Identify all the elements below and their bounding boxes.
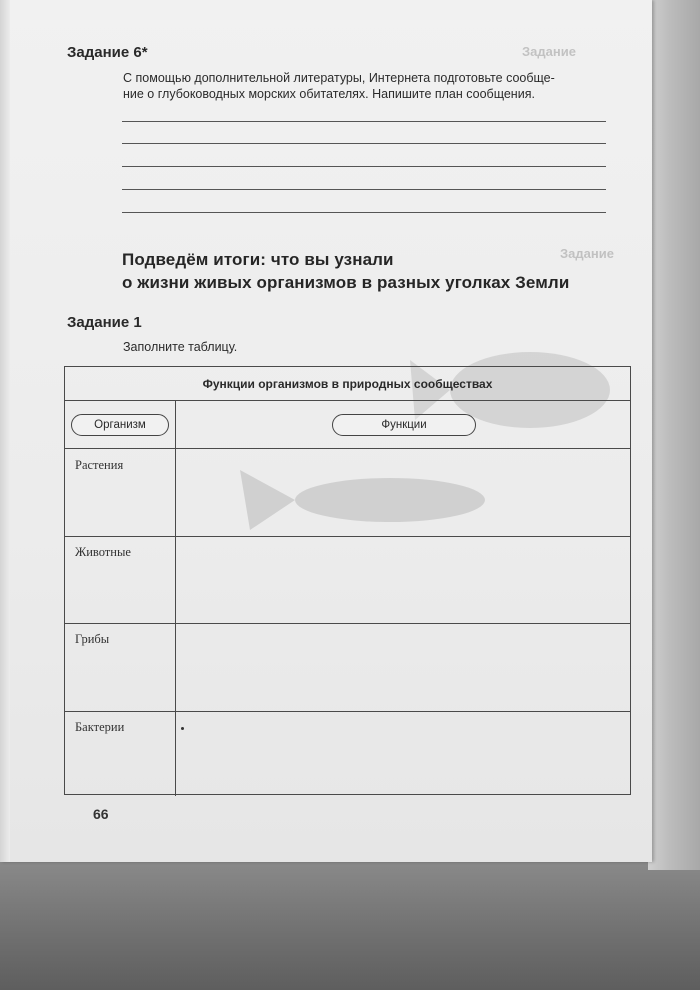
page-binding-strip [0, 0, 10, 862]
page-number: 66 [93, 806, 109, 822]
functions-table [64, 366, 631, 795]
row-divider [65, 448, 630, 449]
scanner-background [0, 860, 700, 990]
functions-header-pill: Функции [332, 414, 476, 436]
bleed-through-text: Задание [522, 44, 576, 59]
row-divider [65, 711, 630, 712]
answer-line-2[interactable] [122, 143, 606, 144]
row-divider [65, 623, 630, 624]
answer-line-1[interactable] [122, 121, 606, 122]
column-divider [175, 401, 176, 796]
ink-mark [181, 727, 184, 730]
task-1-instruction: Заполните таблицу. [123, 340, 238, 354]
row-divider [65, 536, 630, 537]
task-6-text-line-2: ние о глубоководных морских обитателях. Напишите план сообщения. [123, 87, 535, 101]
row-label-fungi: Грибы [75, 632, 110, 646]
answer-line-3[interactable] [122, 166, 606, 167]
task-6-title: Задание 6* [67, 44, 148, 61]
summary-heading-line-2: о жизни живых организмов в разных уголках Земли [122, 273, 570, 292]
answer-line-4[interactable] [122, 189, 606, 190]
task-1-title: Задание 1 [67, 314, 142, 331]
task-6-text-line-1: С помощью дополнительной литературы, Интернета подготовьте сообще- [123, 71, 555, 85]
answer-line-5[interactable] [122, 212, 606, 213]
table-caption: Функции организмов в природных сообществах [65, 367, 630, 401]
row-label-plants: Растения [75, 458, 124, 472]
bleed-through-text-2: Задание [560, 246, 614, 261]
row-label-bacteria: Бактерии [75, 720, 125, 734]
organism-header-pill: Организм [71, 414, 169, 436]
page-edge-shadow [648, 0, 700, 870]
summary-heading-line-1: Подведём итоги: что вы узнали [122, 250, 394, 269]
row-label-animals: Животные [75, 545, 131, 559]
